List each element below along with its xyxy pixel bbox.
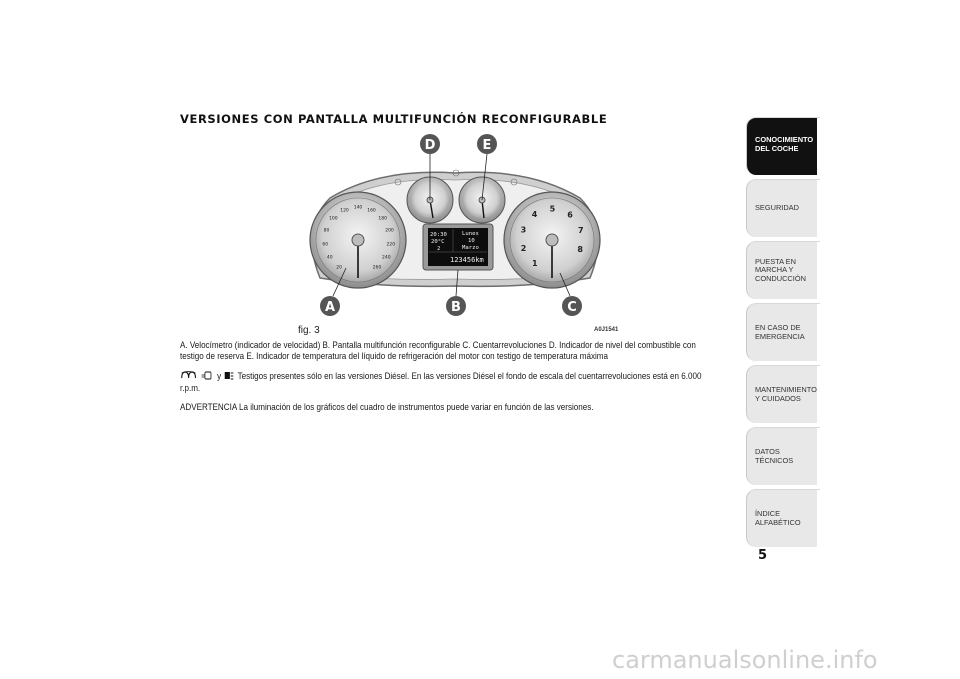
sidebar-tab-indice[interactable]: ÍNDICE ALFABÉTICO <box>746 489 820 547</box>
section-heading: VERSIONES CON PANTALLA MULTIFUNCIÓN RECONFIGURABLE <box>180 112 608 126</box>
diesel-connector: y <box>217 370 222 381</box>
diesel-note <box>180 370 720 393</box>
svg-text:D: D <box>424 138 436 153</box>
sidebar-tab-conocimiento[interactable]: CONOCIMIENTO DEL COCHE <box>746 117 820 175</box>
display-gear: 2 <box>437 246 441 252</box>
display-month: Marzo <box>462 245 479 251</box>
display-day: Lunes <box>462 231 479 237</box>
figure-code: A0J1541 <box>594 327 619 333</box>
speedometer-tick-label: 80 <box>323 228 330 234</box>
speedometer-tick-label: 260 <box>372 265 382 271</box>
tachometer-tick-label: 1 <box>532 259 538 269</box>
tachometer-tick-label: 5 <box>549 204 556 214</box>
speedometer-tick-label: 160 <box>367 208 376 214</box>
tachometer-tick-label: 6 <box>567 210 573 220</box>
sidebar-tab-seguridad[interactable]: SEGURIDAD <box>746 179 820 237</box>
diesel-text: Testigos presentes sólo en las versiones Diésel. En las versiones Diésel el fondo de escala del cuentarrevoluciones está en 6.000 r.p.m. <box>180 370 702 394</box>
speedometer-tick-label: 40 <box>326 255 333 261</box>
speedometer-tick-label: 140 <box>353 205 363 211</box>
instrument-cluster-figure <box>290 128 620 328</box>
callout-d <box>420 134 440 154</box>
speedometer-tick-label: 120 <box>340 208 349 214</box>
sidebar-tab-emergencia[interactable]: EN CASO DE EMERGENCIA <box>746 303 820 361</box>
page-number: 5 <box>758 548 768 563</box>
callout-e <box>477 134 497 154</box>
speedometer-tick-label: 220 <box>386 242 396 248</box>
svg-text:E: E <box>482 138 492 153</box>
speedometer-tick-label: 20 <box>336 265 342 271</box>
callout-c <box>562 296 582 316</box>
svg-text:B: B <box>451 300 461 315</box>
svg-text:C: C <box>567 300 577 315</box>
display-temperature: 20°C <box>431 239 445 245</box>
tachometer-tick-label: 3 <box>520 225 527 235</box>
tachometer-tick-label: 7 <box>578 226 584 235</box>
svg-text:A: A <box>324 300 336 315</box>
glow-plug-icon <box>180 371 197 382</box>
display-date: 10 <box>468 238 475 244</box>
display-odometer: 123456km <box>450 256 484 264</box>
water-in-fuel-icon <box>201 371 213 382</box>
display-time: 20:30 <box>430 232 447 238</box>
watermark: carmanualsonline.info <box>612 646 878 674</box>
speedometer-tick-label: 240 <box>382 255 391 261</box>
tachometer-tick-label: 4 <box>531 210 538 220</box>
speedometer-tick-label: 180 <box>378 216 387 222</box>
tachometer-tick-label: 2 <box>520 244 527 254</box>
tachometer-tick-label: 8 <box>577 244 583 254</box>
speedometer-tick-label: 60 <box>322 242 329 248</box>
speedometer-tick-label: 200 <box>385 228 394 234</box>
sidebar-tab-datos-tecnicos[interactable]: DATOS TÉCNICOS <box>746 427 820 485</box>
chapter-sidebar <box>746 117 820 551</box>
figure-label: fig. 3 <box>298 325 320 336</box>
callout-b <box>446 296 466 316</box>
instrument-cluster-illustration <box>290 128 620 328</box>
advertencia-note: ADVERTENCIA La iluminación de los gráficos del cuadro de instrumentos puede variar en función de las versiones. <box>180 401 594 412</box>
dpf-icon <box>223 371 233 382</box>
figure-legend: A. Velocímetro (indicador de velocidad) B. Pantalla multifunción reconfigurable C. Cuentarrevoluciones D. Indicador de nivel del combustible con testigo de reserva E. Indicador de temperatura del líquido de refrigeración del motor con testigo de temperatura máxima <box>180 339 696 361</box>
sidebar-tab-mantenimiento[interactable]: MANTENIMIENTO Y CUIDADOS <box>746 365 820 423</box>
speedometer-tick-label: 100 <box>329 216 338 222</box>
callout-a <box>320 296 340 316</box>
sidebar-tab-puesta-en-marcha[interactable]: PUESTA EN MARCHA Y CONDUCCIÓN <box>746 241 820 299</box>
